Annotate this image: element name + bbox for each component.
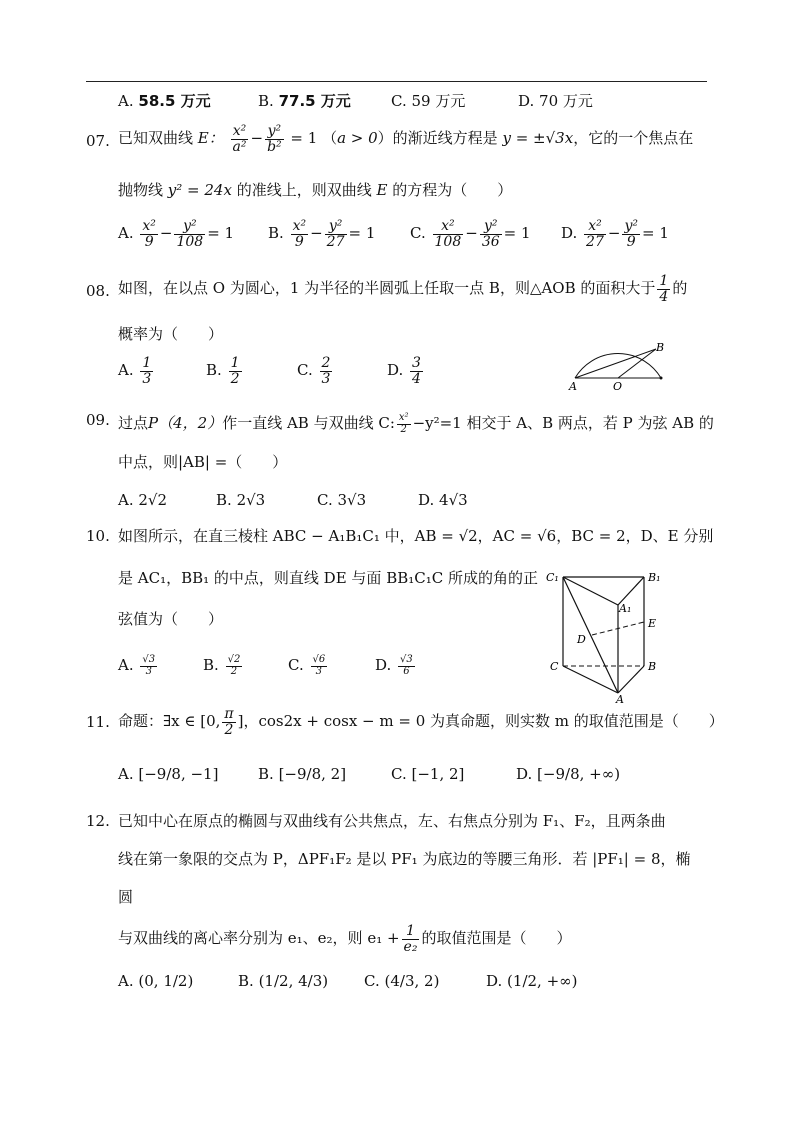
q12-number: 12. [86,812,110,830]
q10-label-e: E [648,617,657,630]
q8-option-a[interactable]: A. $\frac{1}{3}$ [118,355,152,387]
q6-option-a[interactable]: A. 58.5 万元 [118,92,211,110]
q12-line3: 圆 [118,888,134,906]
q8-endpoint [660,377,663,380]
q12-option-c[interactable]: C. (4/3, 2) [364,972,440,990]
q10-line1: 如图所示，在直三棱柱 ABC − A₁B₁C₁ 中，AB = √2，AC = √6，BC = 2，D、E 分别 [118,527,714,545]
q10-label-b1: B₁ [648,571,661,584]
q10-number: 10. [86,527,110,545]
q8-number: 08. [86,282,110,300]
q8-line2: 概率为（ ） [118,325,224,343]
q10-option-a[interactable]: A. $\frac{√3}{3}$ [118,654,156,677]
q11-number: 11. [86,713,110,731]
q8-option-c[interactable]: C. $\frac{2}{3}$ [297,355,331,387]
q10-edge-c1a1 [563,577,618,605]
q10-edge-ab [618,666,644,693]
q7-number: 07. [86,132,110,150]
q10-line3: 弦值为（ ） [118,610,224,628]
q10-option-c[interactable]: C. $\frac{√6}{3}$ [288,654,326,677]
header-divider [86,81,707,82]
q8-arc [575,354,661,378]
q6-option-c[interactable]: C. 59 万元 [391,92,466,110]
q10-label-c: C [550,660,559,673]
q7-option-a[interactable]: A. $\frac{\text{x²}}{9}$ − $\frac{\text{y²}}{108}$ = 1 [118,218,235,250]
q9-option-d[interactable]: D. 4√3 [418,491,468,509]
q9-line2: 中点，则|AB| =（ ） [118,453,288,471]
q7-option-d[interactable]: D. $\frac{\text{x²}}{27}$ − $\frac{\text{y²}}{9}$ = 1 [561,218,669,250]
q10-diagonal-ac1 [563,577,618,693]
q9-line1: 过点P（4，2）作一直线 AB 与双曲线 C: $\frac{\text{x²}}{2}$ −y²=1 相交于 A、B 两点，若 P 为弦 AB 的 [118,412,714,435]
q8-line1: 如图，在以点 O 为圆心，1 为半径的半圆弧上任取一点 B，则△AOB 的面积大于 $\frac{1}{4}$ 的 [118,273,688,305]
q12-line1: 已知中心在原点的椭圆与双曲线有公共焦点，左、右焦点分别为 F₁、F₂，且两条曲 [118,812,666,830]
q8-label-b: B [656,341,665,354]
q10-label-a1: A₁ [619,602,632,615]
q11-line1: 命题：∃x ∈ [0, $\frac{\pi}{2}$ ]，cos2x + cosx − m = 0 为真命题，则实数 m 的取值范围是（ ） [118,706,724,738]
q11-option-d[interactable]: D. [−9/8, +∞) [516,765,621,783]
q10-edge-a1b1 [618,577,644,605]
q10-option-d[interactable]: D. $\frac{√3}{6}$ [375,654,413,677]
q10-line2: 是 AC₁，BB₁ 的中点，则直线 DE 与面 BB₁C₁C 所成的角的正 [118,569,538,587]
q8-label-o: O [613,380,623,392]
q9-option-c[interactable]: C. 3√3 [317,491,367,509]
q8-option-d[interactable]: D. $\frac{3}{4}$ [387,355,421,387]
q8-option-b[interactable]: B. $\frac{1}{2}$ [206,355,240,387]
q11-option-a[interactable]: A. [−9/8, −1] [118,765,219,783]
q10-label-c1: C₁ [546,571,559,584]
q10-option-b[interactable]: B. $\frac{√2}{2}$ [203,654,241,677]
q10-label-b: B [648,660,657,673]
q7-option-c[interactable]: C. $\frac{\text{x²}}{108}$ − $\frac{\text{y²}}{36}$ = 1 [410,218,531,250]
q9-number: 09. [86,411,110,429]
q12-line2: 线在第一象限的交点为 P，ΔPF₁F₂ 是以 PF₁ 为底边的等腰三角形．若 |PF₁| = 8，椭 [118,850,691,868]
q12-option-d[interactable]: D. (1/2, +∞) [486,972,578,990]
q10-label-d: D [577,633,586,646]
q7-line1: 已知双曲线 E： $\frac{\text{x²}}{\text{a²}}$ − $\frac{\text{y²}}{\text{b²}}$ = 1 （a > 0）的渐近线方程是 y = ±√3x，它的一个焦点在 [118,123,694,155]
q9-option-b[interactable]: B. 2√3 [216,491,266,509]
q9-option-a[interactable]: A. 2√2 [118,491,168,509]
q8-label-a: A [569,380,577,392]
q11-option-c[interactable]: C. [−1, 2] [391,765,465,783]
q10-edge-ca [563,666,618,693]
q6-option-b[interactable]: B. 77.5 万元 [258,92,351,110]
q10-prism-figure [540,565,670,705]
q12-option-b[interactable]: B. (1/2, 4/3) [238,972,329,990]
q8-semicircle-figure [560,326,680,392]
q12-line4: 与双曲线的离心率分别为 e₁、e₂，则 e₁ + $\frac{1}{\text{e₂}}$ 的取值范围是（ ） [118,923,572,955]
q12-option-a[interactable]: A. (0, 1/2) [118,972,194,990]
q11-option-b[interactable]: B. [−9/8, 2] [258,765,347,783]
q7-option-b[interactable]: B. $\frac{\text{x²}}{9}$ − $\frac{\text{y²}}{27}$ = 1 [268,218,376,250]
q7-line2: 抛物线 y² = 24x 的准线上，则双曲线 E 的方程为（ ） [118,181,513,199]
q10-label-a: A [616,693,624,705]
q6-option-d[interactable]: D. 70 万元 [518,92,593,110]
